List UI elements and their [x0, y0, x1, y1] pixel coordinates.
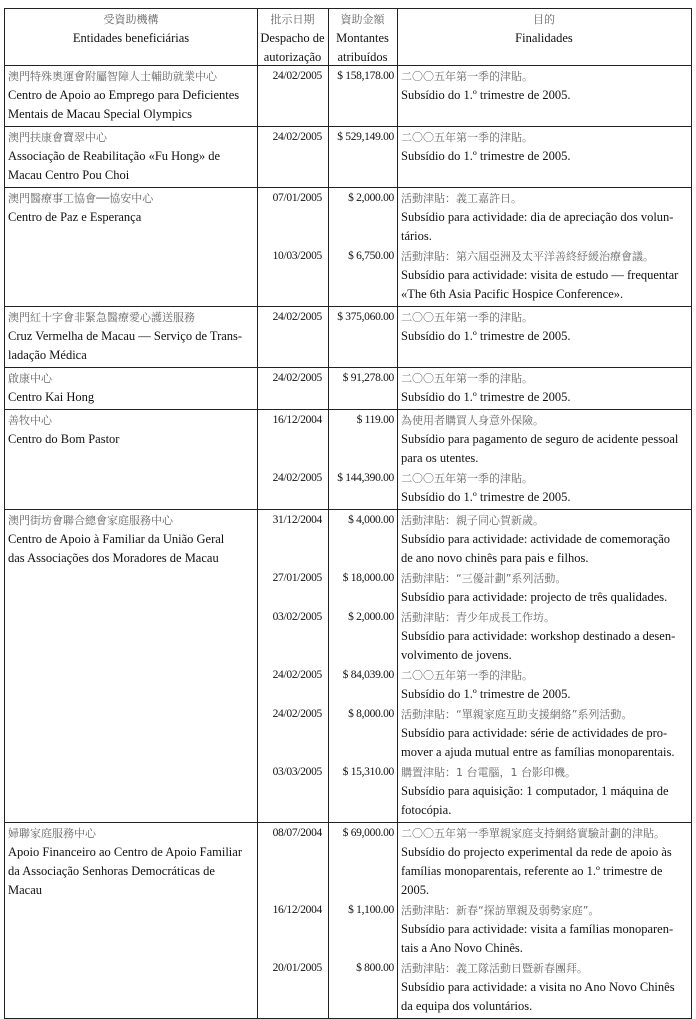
column-divider: [257, 9, 258, 1018]
header-label: 資助金額: [340, 13, 385, 26]
amount: $ 529,149.00: [337, 131, 394, 143]
purpose-pt: de ano novo chinês para pais e filhos.: [401, 551, 589, 565]
authorization-date: 20/01/2005: [272, 962, 322, 974]
amount: $ 4,000.00: [348, 514, 394, 526]
purpose-zh: 二〇〇五年第一季的津貼。: [401, 372, 533, 385]
subsidy-entry: [257, 762, 691, 820]
authorization-date: 24/02/2005: [272, 708, 322, 720]
organization-name-pt: Apoio Financeiro ao Centro de Apoio Familiar: [8, 845, 242, 859]
purpose: [397, 569, 691, 607]
amount: $ 18,000.00: [342, 572, 394, 584]
subsidy-entry: [257, 468, 691, 507]
table-row: [5, 188, 691, 307]
organization-name-pt: Mentais de Macau Special Olympics: [8, 107, 192, 121]
purpose-pt: Subsídio para actividade: visita de estudo — frequentar: [401, 268, 679, 282]
organization-name-zh: 啟康中心: [8, 372, 52, 385]
authorization-date: 24/02/2005: [272, 669, 322, 681]
subsidy-entry: [257, 568, 691, 607]
purpose: [397, 67, 691, 105]
organization-name: [5, 823, 257, 1016]
authorization-date: 08/07/2004: [272, 827, 322, 839]
purpose: [397, 608, 691, 665]
purpose: [397, 128, 691, 166]
column-divider: [328, 9, 329, 1018]
subsidy-entry: [257, 665, 691, 704]
purpose-zh: 二〇〇五年第一季的津貼。: [401, 70, 533, 83]
purpose-pt: Subsídio para aquisição: 1 computador, 1 máquina de: [401, 784, 669, 798]
subsidy-entries: [257, 188, 691, 304]
organization-name-pt: Centro do Bom Pastor: [8, 432, 120, 446]
subsidy-entry: [257, 410, 691, 468]
purpose-pt: Subsídio do 1.º trimestre de 2005.: [401, 329, 571, 343]
purpose-pt: Subsídio para actividade: a visita no Ano Novo Chinês: [401, 980, 675, 994]
organization-name-pt: Associação de Reabilitação «Fu Hong» de: [8, 149, 221, 163]
amount: $ 2,000.00: [348, 611, 394, 623]
purpose: [397, 247, 691, 304]
purpose-zh: 活動津貼：“單親家庭互助支援網絡”系列活動。: [401, 708, 633, 721]
purpose-zh: 購置津貼：1 台電腦，1 台影印機。: [401, 766, 576, 779]
organization-name-zh: 澳門紅十字會非緊急醫療愛心護送服務: [8, 311, 195, 324]
organization-name-pt: Centro de Apoio à Familiar da União Geral: [8, 532, 225, 546]
authorization-date: 24/02/2005: [272, 131, 322, 143]
subsidy-entry: [257, 607, 691, 665]
table-row: [5, 307, 691, 368]
organization-name-zh: 澳門街坊會聯合總會家庭服務中心: [8, 514, 173, 527]
authorization-date: 10/03/2005: [272, 250, 322, 262]
purpose-pt: Subsídio do 1.º trimestre de 2005.: [401, 687, 571, 701]
amount: $ 8,000.00: [348, 708, 394, 720]
purpose-pt: «The 6th Asia Pacific Hospice Conference».: [401, 287, 624, 301]
purpose-zh: 二〇〇五年第一季的津貼。: [401, 472, 533, 485]
purpose: [397, 763, 691, 820]
amount: $ 2,000.00: [348, 192, 394, 204]
organization-name-pt: Cruz Vermelha de Macau — Serviço de Trans-: [8, 329, 243, 343]
purpose-pt: fotocópia.: [401, 803, 452, 817]
purpose-pt: para os utentes.: [401, 451, 479, 465]
purpose-zh: 活動津貼：新春“探訪單親及弱勢家庭”。: [401, 904, 600, 917]
table-row: [5, 127, 691, 188]
purpose-pt: tais a Ano Novo Chinês.: [401, 941, 523, 955]
purpose-pt: Subsídio para actividade: série de actividades de pro-: [401, 726, 668, 740]
purpose: [397, 469, 691, 507]
amount: $ 1,100.00: [348, 904, 394, 916]
purpose-zh: 二〇〇五年第一季的津貼。: [401, 311, 533, 324]
column-divider: [397, 9, 398, 1018]
purpose-zh: 活動津貼：第六屆亞洲及太平洋善終紓緩治療會議。: [401, 250, 654, 263]
organization-name: [5, 410, 257, 507]
organization-name: [5, 188, 257, 304]
subsidy-entry: [257, 958, 691, 1016]
purpose-pt: Subsídio para actividade: visita a famílias monoparen-: [401, 922, 674, 936]
amount: $ 375,060.00: [337, 311, 394, 323]
purpose-pt: Subsídio para actividade: projecto de três qualidades.: [401, 590, 668, 604]
purpose: [397, 901, 691, 958]
subsidy-entry: [257, 510, 691, 568]
purpose-zh: 活動津貼：親子同心賀新歲。: [401, 514, 544, 527]
purpose-pt: Subsídio do 1.º trimestre de 2005.: [401, 390, 571, 404]
authorization-date: 27/01/2005: [272, 572, 322, 584]
purpose-pt: 2005.: [401, 883, 430, 897]
authorization-date: 16/12/2004: [272, 904, 322, 916]
purpose-zh: 活動津貼：“三優計劃”系列活動。: [401, 572, 567, 585]
purpose-pt: Subsídio para actividade: dia de apreciação dos volun-: [401, 210, 674, 224]
organization-name-zh: 善牧中心: [8, 414, 52, 427]
organization-name: [5, 307, 257, 365]
header-label: Entidades beneficiárias: [72, 31, 190, 45]
subsidy-entry: [257, 704, 691, 762]
table-row: [5, 410, 691, 510]
organization-name-pt: das Associações dos Moradores de Macau: [8, 551, 219, 565]
organization-name: [5, 66, 257, 124]
amount: $ 69,000.00: [342, 827, 394, 839]
organization-name: [5, 127, 257, 185]
organization-name-zh: 澳門特殊奧運會附屬智障人士輔助就業中心: [8, 70, 217, 83]
authorization-date: 16/12/2004: [272, 414, 322, 426]
subsidy-table: [4, 8, 692, 1019]
header-label: 目的: [533, 13, 555, 26]
header-entities: [5, 9, 257, 67]
header-label: Montantes: [336, 31, 389, 45]
table-body: [5, 66, 691, 1018]
purpose-pt: Subsídio do 1.º trimestre de 2005.: [401, 149, 571, 163]
header-label: atribuídos: [337, 50, 388, 64]
header-label: 批示日期: [270, 13, 315, 26]
authorization-date: 31/12/2004: [272, 514, 322, 526]
purpose: [397, 308, 691, 346]
authorization-date: 24/02/2005: [272, 472, 322, 484]
purpose-pt: Subsídio para pagamento de seguro de acidente pessoal: [401, 432, 679, 446]
organization-name: [5, 510, 257, 820]
subsidy-entries: [257, 510, 691, 820]
subsidy-entry: [257, 900, 691, 958]
table-row: [5, 66, 691, 127]
purpose-pt: Subsídio para actividade: workshop destinado a desen-: [401, 629, 676, 643]
purpose-pt: Subsídio do projecto experimental da rede de apoio às: [401, 845, 672, 859]
purpose: [397, 369, 691, 407]
subsidy-entry: [257, 127, 691, 166]
subsidy-entry: [257, 823, 691, 900]
purpose: [397, 824, 691, 900]
purpose-pt: mover a ajuda mutual entre as famílias monoparentais.: [401, 745, 675, 759]
subsidy-entries: [257, 127, 691, 185]
amount: $ 6,750.00: [348, 250, 394, 262]
header-date: [257, 9, 328, 67]
purpose: [397, 666, 691, 704]
header-purpose: [397, 9, 691, 67]
authorization-date: 24/02/2005: [272, 70, 322, 82]
subsidy-entry: [257, 307, 691, 346]
authorization-date: 24/02/2005: [272, 372, 322, 384]
table-row: [5, 823, 691, 1018]
amount: $ 158,178.00: [337, 70, 394, 82]
organization-name-pt: Macau: [8, 883, 43, 897]
amount: $ 15,310.00: [342, 766, 394, 778]
purpose-pt: volvimento de jovens.: [401, 648, 512, 662]
amount: $ 119.00: [356, 414, 394, 426]
amount: $ 84,039.00: [342, 669, 394, 681]
subsidy-entries: [257, 307, 691, 365]
organization-name: [5, 368, 257, 407]
organization-name-pt: Centro Kai Hong: [8, 390, 95, 404]
organization-name-pt: Centro de Apoio ao Emprego para Deficientes: [8, 88, 240, 102]
purpose-pt: Subsídio do 1.º trimestre de 2005.: [401, 88, 571, 102]
purpose-zh: 活動津貼：義工隊活動日暨新春團拜。: [401, 962, 588, 975]
table-header: [5, 9, 691, 66]
purpose-zh: 二〇〇五年第一季的津貼。: [401, 669, 533, 682]
purpose-zh: 活動津貼：義工嘉許日。: [401, 192, 522, 205]
purpose-zh: 二〇〇五年第一季單親家庭支持網絡實驗計劃的津貼。: [401, 827, 665, 840]
purpose: [397, 959, 691, 1016]
table-row: [5, 368, 691, 410]
header-amount: [328, 9, 397, 67]
subsidy-entry: [257, 188, 691, 246]
authorization-date: 07/01/2005: [272, 192, 322, 204]
organization-name-zh: 澳門扶康會寶翠中心: [8, 131, 107, 144]
subsidy-entry: [257, 66, 691, 105]
subsidy-entries: [257, 410, 691, 507]
amount: $ 800.00: [356, 962, 394, 974]
organization-name-pt: Centro de Paz e Esperança: [8, 210, 142, 224]
subsidy-entries: [257, 368, 691, 407]
purpose-pt: Subsídio para actividade: actividade de comemoração: [401, 532, 670, 546]
organization-name-zh: 澳門醫療事工協會──協安中心: [8, 192, 154, 205]
authorization-date: 03/03/2005: [272, 766, 322, 778]
subsidy-entry: [257, 368, 691, 407]
table-row: [5, 510, 691, 823]
purpose-pt: Subsídio do 1.º trimestre de 2005.: [401, 490, 571, 504]
header-label: autorização: [263, 50, 322, 64]
subsidy-entries: [257, 823, 691, 1016]
purpose-pt: tários.: [401, 229, 432, 243]
purpose-zh: 為使用者購買人身意外保險。: [401, 414, 544, 427]
header-label: Despacho de: [260, 31, 325, 45]
authorization-date: 24/02/2005: [272, 311, 322, 323]
amount: $ 144,390.00: [337, 472, 394, 484]
organization-name-zh: 婦聯家庭服務中心: [8, 827, 96, 840]
subsidy-entries: [257, 66, 691, 124]
header-label: Finalidades: [515, 31, 573, 45]
purpose-zh: 二〇〇五年第一季的津貼。: [401, 131, 533, 144]
amount: $ 91,278.00: [342, 372, 394, 384]
authorization-date: 03/02/2005: [272, 611, 322, 623]
purpose: [397, 705, 691, 762]
organization-name-pt: da Associação Senhoras Democráticas de: [8, 864, 215, 878]
subsidy-entry: [257, 246, 691, 304]
purpose-pt: famílias monoparentais, referente ao 1.º trimestre de: [401, 864, 663, 878]
organization-name-pt: Macau Centro Pou Choi: [8, 168, 130, 182]
header-label: 受資助機構: [103, 13, 159, 26]
purpose-zh: 活動津貼：青少年成長工作坊。: [401, 611, 555, 624]
purpose: [397, 411, 691, 468]
purpose-pt: da equipa dos voluntários.: [401, 999, 533, 1013]
purpose: [397, 189, 691, 246]
purpose: [397, 511, 691, 568]
organization-name-pt: ladação Médica: [8, 348, 87, 362]
